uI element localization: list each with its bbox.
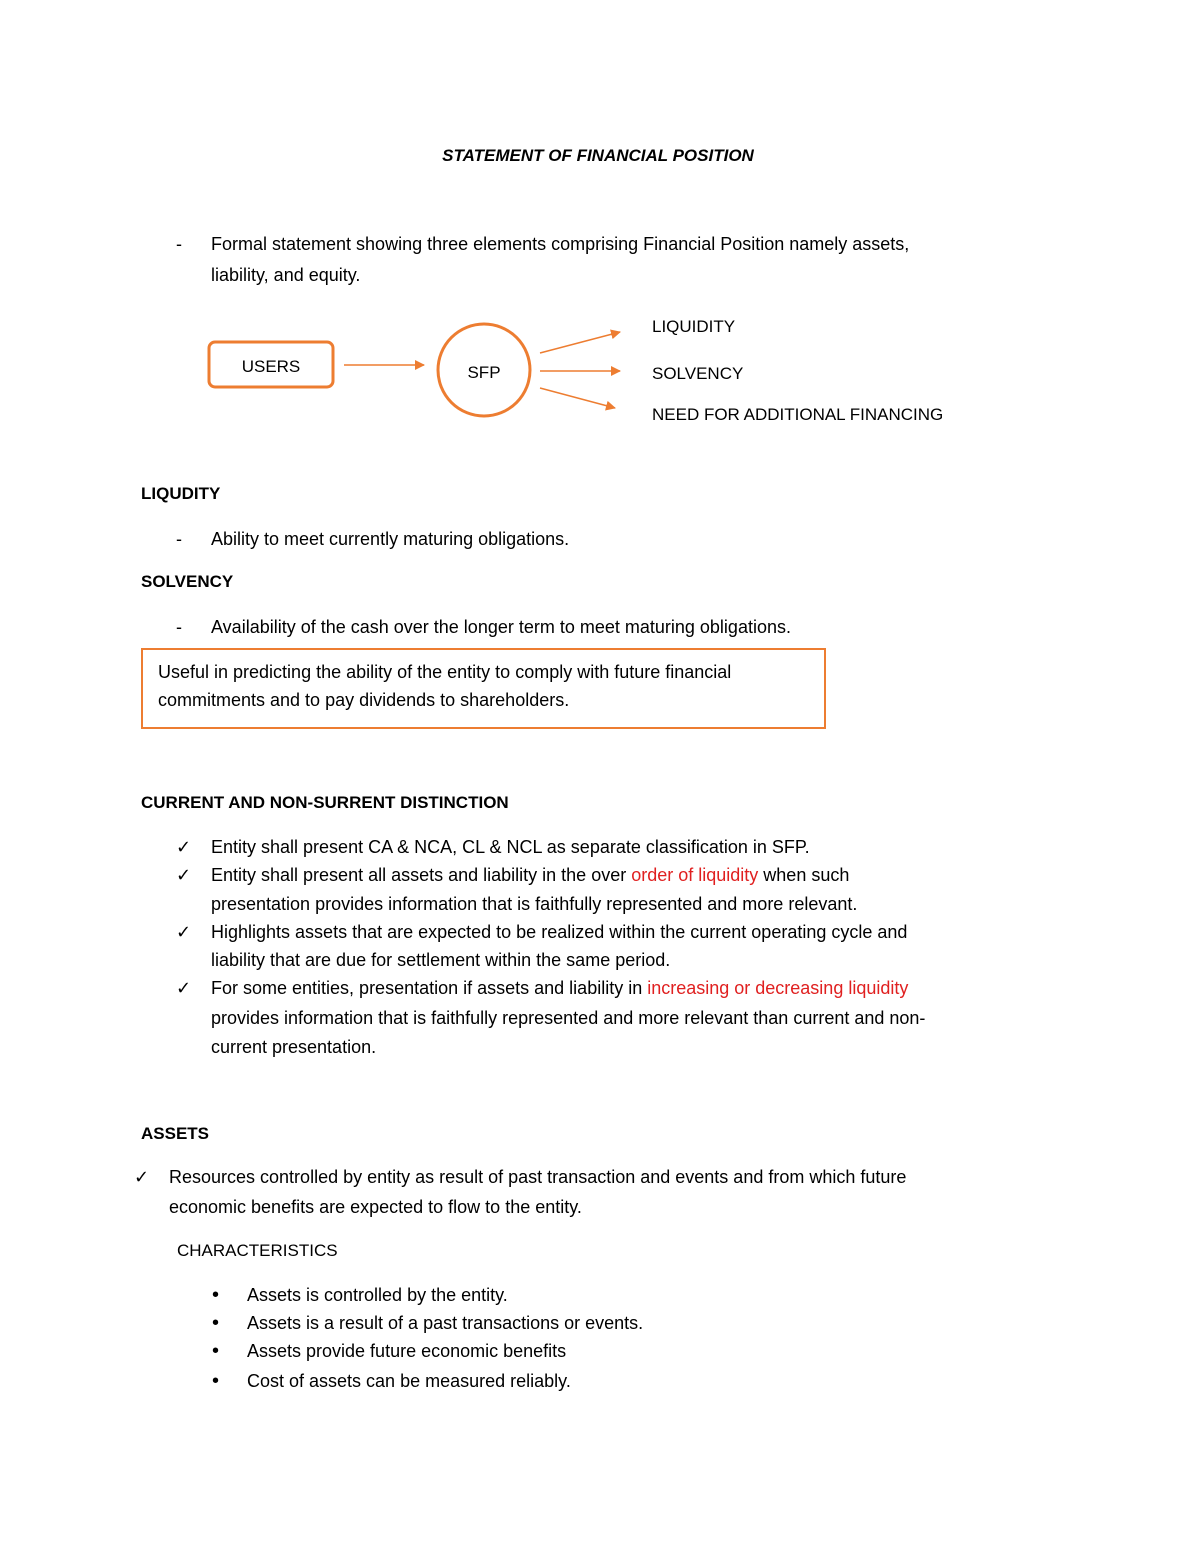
highlight-order-of-liquidity: order of liquidity xyxy=(631,865,759,885)
financing-arrow xyxy=(540,388,615,408)
liquidity-text: Ability to meet currently maturing obligations. xyxy=(211,529,570,549)
check-icon: ✓ xyxy=(134,1167,150,1187)
check-icon: ✓ xyxy=(176,978,192,998)
outcome-financing: NEED FOR ADDITIONAL FINANCING xyxy=(652,405,944,424)
current-heading: CURRENT AND NON-SURRENT DISTINCTION xyxy=(141,793,509,812)
solvency-text: Availability of the cash over the longer term to meet maturing obligations. xyxy=(211,617,791,637)
intro-line-2: liability, and equity. xyxy=(211,265,361,285)
current-item-4: For some entities, presentation if assets and liability in increasing or decreasing liquidity xyxy=(211,978,909,998)
check-icon: ✓ xyxy=(176,922,192,942)
check-icon: ✓ xyxy=(176,837,192,857)
liquidity-heading: LIQUDITY xyxy=(141,484,221,503)
intro-dash: - xyxy=(176,234,182,254)
callout-line-2: commitments and to pay dividends to shareholders. xyxy=(158,690,570,710)
sfp-diagram xyxy=(0,300,1000,430)
characteristic-item: Assets is a result of a past transactions or events. xyxy=(247,1313,644,1333)
current-item-2: Entity shall present all assets and liability in the over order of liquidity when such xyxy=(211,865,850,885)
characteristic-item: Cost of assets can be measured reliably. xyxy=(247,1371,571,1391)
current-item-3-line-2: liability that are due for settlement within the same period. xyxy=(211,950,671,970)
check-icon: ✓ xyxy=(176,865,192,885)
callout-box xyxy=(141,648,826,729)
outcome-liquidity: LIQUIDITY xyxy=(652,317,736,336)
assets-heading: ASSETS xyxy=(141,1124,210,1143)
solvency-dash: - xyxy=(176,617,182,637)
characteristic-item: Assets provide future economic benefits xyxy=(247,1341,567,1361)
bullet-icon: • xyxy=(212,1284,220,1306)
assets-definition: Resources controlled by entity as result of past transaction and events and from which future xyxy=(169,1167,907,1187)
current-item-4-line-2: provides information that is faithfully represented and more relevant than current and non- xyxy=(211,1008,926,1028)
bullet-icon: • xyxy=(212,1340,220,1362)
characteristic-item: Assets is controlled by the entity. xyxy=(247,1285,508,1305)
current-item-1: Entity shall present CA & NCA, CL & NCL as separate classification in SFP. xyxy=(211,837,810,857)
current-item-3: Highlights assets that are expected to be realized within the current operating cycle and xyxy=(211,922,908,942)
callout-line-1: Useful in predicting the ability of the entity to comply with future financial xyxy=(158,662,732,682)
solvency-heading: SOLVENCY xyxy=(141,572,234,591)
intro-line-1: Formal statement showing three elements comprising Financial Position namely assets, xyxy=(211,234,910,254)
bullet-icon: • xyxy=(212,1370,220,1392)
liquidity-dash: - xyxy=(176,529,182,549)
highlight-increasing-decreasing: increasing or decreasing liquidity xyxy=(647,978,909,998)
current-item-2-line-2: presentation provides information that is faithfully represented and more relevant. xyxy=(211,894,858,914)
characteristics-heading: CHARACTERISTICS xyxy=(177,1241,338,1260)
bullet-icon: • xyxy=(212,1312,220,1334)
users-label: USERS xyxy=(241,357,301,376)
page-title: STATEMENT OF FINANCIAL POSITION xyxy=(442,146,754,165)
liquidity-arrow xyxy=(540,332,620,353)
sfp-label: SFP xyxy=(467,363,501,382)
current-item-4-line-3: current presentation. xyxy=(211,1037,377,1057)
outcome-solvency: SOLVENCY xyxy=(652,364,744,383)
assets-definition-line-2: economic benefits are expected to flow to the entity. xyxy=(169,1197,582,1217)
